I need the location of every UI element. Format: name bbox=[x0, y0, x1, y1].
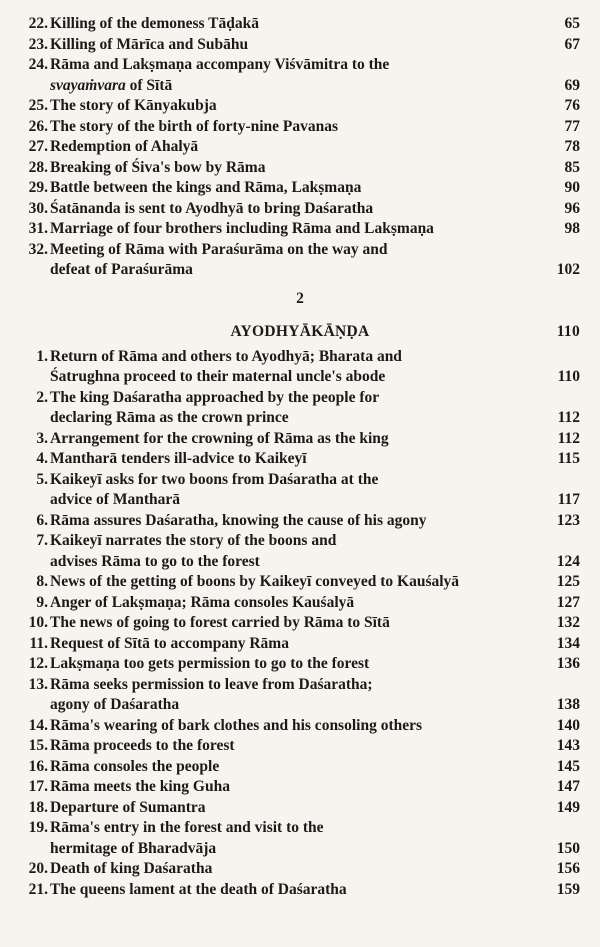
entry-title bbox=[50, 593, 495, 614]
entry-title bbox=[50, 736, 495, 757]
entry-page-number: 65 bbox=[564, 15, 580, 32]
entry-number: 8. bbox=[36, 573, 48, 590]
entry-number: 17. bbox=[28, 778, 48, 795]
entry-number: 21. bbox=[28, 880, 48, 898]
entry-page-number: 124 bbox=[556, 552, 580, 570]
entry-page-number: 132 bbox=[556, 614, 580, 631]
entry-number: 31. bbox=[28, 220, 48, 237]
entry-title bbox=[50, 137, 495, 158]
entry-title bbox=[50, 511, 495, 532]
entry-number: 3. bbox=[36, 429, 48, 447]
entry-title bbox=[50, 675, 495, 716]
entry-title-line: Śatrughna proceed to their maternal uncle's abode bbox=[50, 368, 386, 385]
entry-title-line: The news of going to forest carried by Rāma to Sītā bbox=[50, 614, 390, 631]
entry-title-line: Rāma's wearing of bark clothes and his consoling others bbox=[50, 716, 423, 734]
entry-title bbox=[50, 757, 495, 778]
table-of-contents bbox=[0, 14, 600, 900]
entry-page-number: 69 bbox=[564, 76, 580, 94]
entry-page-number: 98 bbox=[564, 220, 580, 237]
entry-title bbox=[50, 654, 495, 675]
entry-title-line: defeat of Paraśurāma bbox=[50, 261, 193, 278]
toc-entry bbox=[0, 757, 600, 778]
entry-number: 7. bbox=[36, 532, 48, 549]
toc-entry bbox=[0, 716, 600, 737]
entry-title-line: Rāma proceeds to the forest bbox=[50, 737, 235, 754]
entry-title-line: Kaikeyī narrates the story of the boons and bbox=[50, 532, 337, 549]
entry-title-line: hermitage of Bharadvāja bbox=[50, 839, 217, 857]
entry-page-number: 125 bbox=[556, 573, 580, 590]
entry-title bbox=[50, 199, 495, 220]
entry-page-number: 67 bbox=[564, 35, 580, 53]
part-title: AYODHYĀKĀṆḌA bbox=[230, 322, 370, 340]
entry-number: 28. bbox=[28, 158, 48, 176]
entry-number: 29. bbox=[28, 179, 48, 196]
entry-page-number: 112 bbox=[557, 429, 580, 447]
entry-title bbox=[50, 388, 495, 429]
toc-entry bbox=[0, 35, 600, 56]
entry-title-line: The queens lament at the death of Daśaratha bbox=[50, 880, 347, 898]
toc-entry bbox=[0, 511, 600, 532]
toc-entry bbox=[0, 531, 600, 572]
entry-title-line: Rāma and Lakṣmaṇa accompany Viśvāmitra to the bbox=[50, 56, 390, 73]
entry-title bbox=[50, 178, 495, 199]
entry-number: 5. bbox=[36, 470, 48, 488]
entry-title-line: Meeting of Rāma with Paraśurāma on the way and bbox=[50, 240, 388, 258]
entry-page-number: 78 bbox=[564, 138, 580, 155]
entry-page-number: 134 bbox=[556, 634, 580, 652]
entry-page-number: 145 bbox=[556, 757, 580, 775]
entry-page-number: 149 bbox=[556, 798, 580, 816]
toc-entry bbox=[0, 572, 600, 593]
entry-number: 6. bbox=[36, 511, 48, 529]
entry-title bbox=[50, 818, 495, 859]
entry-title bbox=[50, 572, 495, 593]
toc-entry bbox=[0, 880, 600, 901]
entry-title-line: Killing of Mārīca and Subāhu bbox=[50, 35, 249, 53]
toc-entry bbox=[0, 158, 600, 179]
entry-title-line: Rāma consoles the people bbox=[50, 757, 220, 775]
entry-number: 1. bbox=[36, 347, 48, 365]
entry-number: 2. bbox=[36, 388, 48, 406]
contents-part-1 bbox=[0, 14, 600, 281]
entry-title-line: Request of Sītā to accompany Rāma bbox=[50, 634, 289, 652]
entry-number: 25. bbox=[28, 97, 48, 114]
entry-title bbox=[50, 613, 495, 634]
toc-entry bbox=[0, 96, 600, 117]
toc-entry bbox=[0, 55, 600, 96]
entry-title bbox=[50, 55, 495, 96]
entry-title bbox=[50, 798, 495, 819]
entry-number: 11. bbox=[29, 634, 48, 652]
entry-title-line: News of the getting of boons by Kaikeyī conveyed to Kauśalyā bbox=[50, 573, 460, 590]
entry-title-line: Śatānanda is sent to Ayodhyā to bring Daśaratha bbox=[50, 199, 374, 217]
entry-page-number: 159 bbox=[556, 880, 580, 898]
entry-title-line: The king Daśaratha approached by the people for bbox=[50, 388, 380, 406]
toc-entry bbox=[0, 777, 600, 798]
entry-title-line: Arrangement for the crowning of Rāma as the king bbox=[50, 429, 389, 447]
entry-number: 19. bbox=[28, 819, 48, 836]
entry-page-number: 102 bbox=[556, 261, 580, 278]
entry-title-line: advises Rāma to go to the forest bbox=[50, 552, 260, 570]
toc-entry bbox=[0, 798, 600, 819]
toc-entry bbox=[0, 736, 600, 757]
entry-title bbox=[50, 158, 495, 179]
entry-title-line: Rāma's entry in the forest and visit to the bbox=[50, 819, 324, 836]
entry-title bbox=[50, 117, 495, 138]
entry-number: 4. bbox=[36, 450, 48, 467]
entry-title bbox=[50, 219, 495, 240]
entry-page-number: 138 bbox=[556, 696, 580, 713]
entry-number: 13. bbox=[28, 675, 48, 693]
entry-title-line: Departure of Sumantra bbox=[50, 798, 206, 816]
toc-entry bbox=[0, 219, 600, 240]
entry-number: 24. bbox=[28, 56, 48, 73]
contents-part-2 bbox=[0, 347, 600, 901]
toc-entry bbox=[0, 654, 600, 675]
entry-number: 30. bbox=[28, 199, 48, 217]
entry-page-number: 150 bbox=[556, 839, 580, 857]
entry-title-line: The story of Kānyakubja bbox=[50, 97, 217, 114]
entry-title-line: Marriage of four brothers including Rāma and Lakṣmaṇa bbox=[50, 220, 434, 237]
term-suffix: of Sītā bbox=[125, 76, 173, 94]
toc-entry bbox=[0, 14, 600, 35]
toc-entry bbox=[0, 240, 600, 281]
entry-title bbox=[50, 716, 495, 737]
entry-title-line: Redemption of Ahalyā bbox=[50, 138, 199, 155]
entry-title-line: Death of king Daśaratha bbox=[50, 860, 213, 877]
toc-entry bbox=[0, 613, 600, 634]
entry-number: 23. bbox=[28, 35, 48, 53]
entry-title-line: declaring Rāma as the crown prince bbox=[50, 409, 289, 426]
entry-page-number: 85 bbox=[564, 158, 580, 176]
entry-title bbox=[50, 470, 495, 511]
entry-page-number: 110 bbox=[557, 368, 580, 385]
toc-entry bbox=[0, 634, 600, 655]
entry-title bbox=[50, 347, 495, 388]
toc-entry bbox=[0, 675, 600, 716]
toc-entry bbox=[0, 199, 600, 220]
entry-page-number: 77 bbox=[564, 117, 580, 135]
entry-title-line: Mantharā tenders ill-advice to Kaikeyī bbox=[50, 450, 307, 467]
entry-number: 15. bbox=[28, 737, 48, 754]
toc-entry bbox=[0, 117, 600, 138]
entry-title-line: Rāma seeks permission to leave from Daśaratha; bbox=[50, 675, 373, 693]
entry-page-number: 143 bbox=[556, 737, 580, 754]
entry-title bbox=[50, 14, 495, 35]
entry-title-line: agony of Daśaratha bbox=[50, 696, 180, 713]
toc-entry bbox=[0, 388, 600, 429]
entry-number: 26. bbox=[28, 117, 48, 135]
entry-title bbox=[50, 531, 495, 572]
toc-entry bbox=[0, 593, 600, 614]
entry-title-line: advice of Mantharā bbox=[50, 491, 181, 508]
entry-title-line: Return of Rāma and others to Ayodhyā; Bharata and bbox=[50, 347, 402, 365]
entry-number: 20. bbox=[28, 860, 48, 877]
entry-title-line: The story of the birth of forty-nine Pavanas bbox=[50, 117, 339, 135]
entry-title-line: Killing of the demoness Tāḍakā bbox=[50, 15, 260, 32]
part-page-number: 110 bbox=[556, 322, 580, 340]
entry-title bbox=[50, 449, 495, 470]
entry-page-number: 90 bbox=[564, 179, 580, 196]
toc-entry bbox=[0, 818, 600, 859]
entry-page-number: 140 bbox=[556, 716, 580, 734]
toc-entry bbox=[0, 470, 600, 511]
entry-title-line: Kaikeyī asks for two boons from Daśaratha at the bbox=[50, 470, 379, 488]
entry-number: 12. bbox=[28, 655, 48, 672]
toc-entry bbox=[0, 429, 600, 450]
entry-title bbox=[50, 777, 495, 798]
entry-page-number: 112 bbox=[557, 409, 580, 426]
entry-page-number: 117 bbox=[557, 491, 580, 508]
entry-number: 10. bbox=[28, 614, 48, 631]
entry-title bbox=[50, 634, 495, 655]
entry-title-line: Anger of Lakṣmaṇa; Rāma consoles Kauśalyā bbox=[50, 593, 355, 611]
part-number: 2 bbox=[296, 289, 304, 307]
entry-page-number: 76 bbox=[564, 97, 580, 114]
toc-entry bbox=[0, 137, 600, 158]
toc-entry bbox=[0, 347, 600, 388]
entry-title-line: Battle between the kings and Rāma, Lakṣmaṇa bbox=[50, 179, 362, 196]
entry-title bbox=[50, 240, 495, 281]
toc-entry bbox=[0, 859, 600, 880]
entry-number: 18. bbox=[28, 798, 48, 816]
entry-title bbox=[50, 859, 495, 880]
entry-page-number: 136 bbox=[556, 655, 580, 672]
entry-title bbox=[50, 96, 495, 117]
entry-title bbox=[50, 880, 495, 901]
part-heading bbox=[0, 321, 600, 343]
entry-page-number: 156 bbox=[556, 860, 580, 877]
entry-page-number: 115 bbox=[557, 450, 580, 467]
entry-number: 16. bbox=[28, 757, 48, 775]
entry-title-line: Rāma meets the king Guha bbox=[50, 778, 230, 795]
entry-title bbox=[50, 429, 495, 450]
toc-entry bbox=[0, 449, 600, 470]
entry-title-line: Lakṣmaṇa too gets permission to go to the forest bbox=[50, 655, 370, 672]
entry-number: 22. bbox=[28, 15, 48, 32]
italic-term: svayaṁvara bbox=[50, 76, 126, 94]
entry-page-number: 123 bbox=[556, 511, 580, 529]
entry-number: 14. bbox=[28, 716, 48, 734]
entry-number: 32. bbox=[28, 240, 48, 258]
entry-title-line: Breaking of Śiva's bow by Rāma bbox=[50, 158, 266, 176]
entry-number: 9. bbox=[36, 593, 48, 611]
toc-entry bbox=[0, 178, 600, 199]
entry-number: 27. bbox=[28, 138, 48, 155]
entry-page-number: 96 bbox=[564, 199, 580, 217]
entry-title bbox=[50, 35, 495, 56]
entry-title-line: Rāma assures Daśaratha, knowing the cause of his agony bbox=[50, 511, 427, 529]
entry-title-line bbox=[50, 76, 495, 97]
entry-page-number: 127 bbox=[556, 593, 580, 611]
entry-page-number: 147 bbox=[556, 778, 580, 795]
